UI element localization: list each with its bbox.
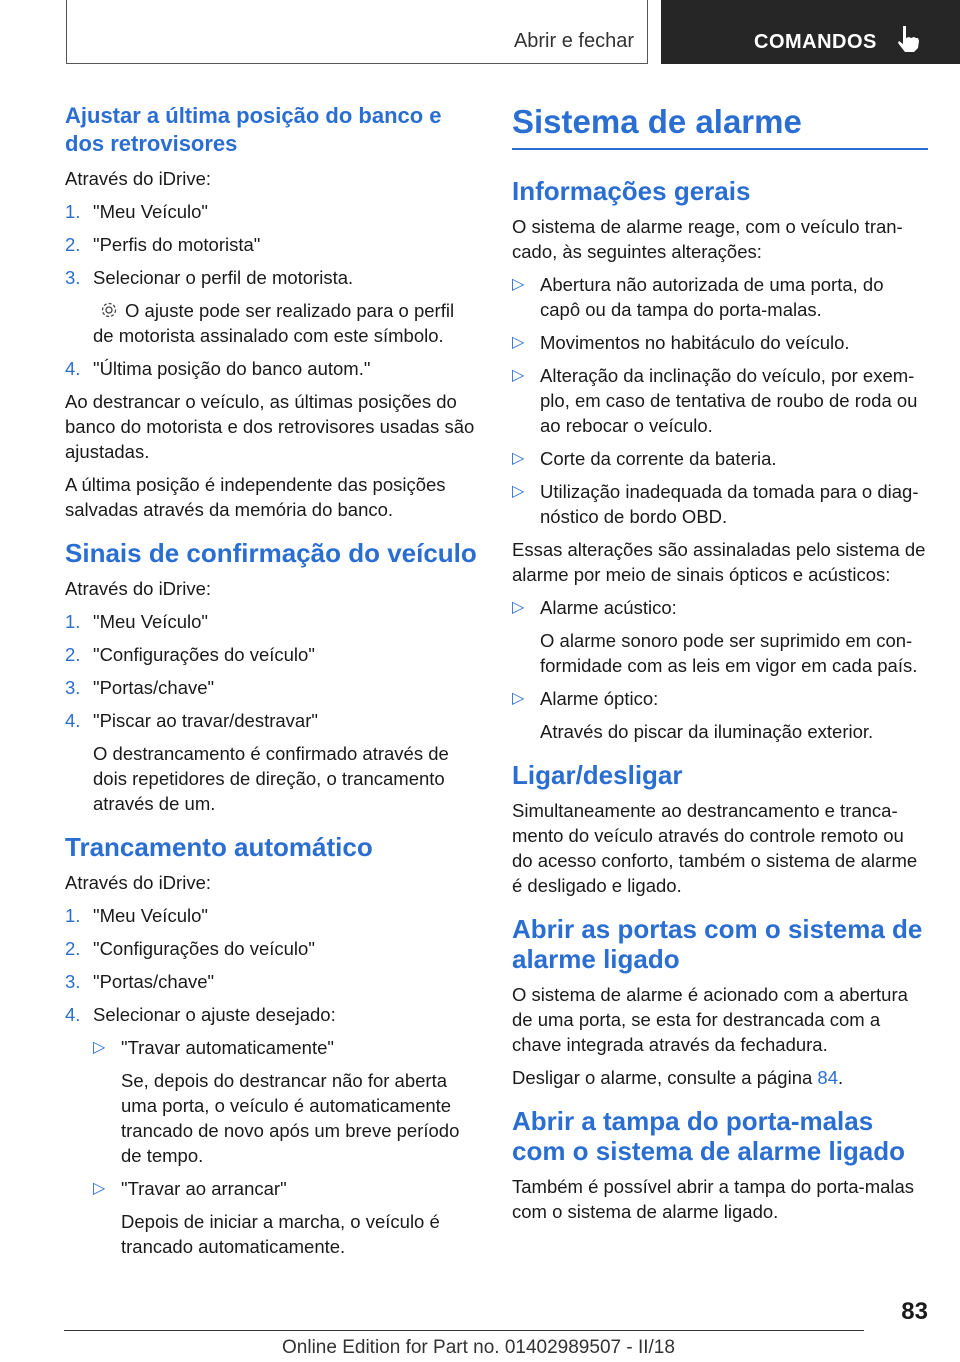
option-detail: Depois de iniciar a marcha, o veículo é trancado automaticamente. xyxy=(121,1211,440,1257)
step-number: 4. xyxy=(65,1004,81,1025)
triangle-bullet-icon: ▷ xyxy=(93,1039,106,1056)
right-column xyxy=(512,102,928,1232)
list-item xyxy=(65,936,477,961)
page-number: 83 xyxy=(901,1298,928,1325)
list-item xyxy=(512,686,928,711)
list-item xyxy=(65,199,477,224)
step-text: "Perfis do motorista" xyxy=(93,234,261,255)
step-text: "Configurações do veículo" xyxy=(93,644,315,665)
list-item xyxy=(65,356,477,381)
option-label: "Travar automaticamente" xyxy=(121,1037,334,1058)
step-text: "Portas/chave" xyxy=(93,677,215,698)
list-item xyxy=(512,446,928,471)
step-number: 1. xyxy=(65,611,81,632)
step-text: "Meu Veículo" xyxy=(93,201,208,222)
step-text: "Portas/chave" xyxy=(93,971,215,992)
step-number: 2. xyxy=(65,644,81,665)
intro-text: O sistema de alarme reage, com o veículo tran-cado, às seguintes alterações: xyxy=(512,216,903,262)
list-item xyxy=(512,330,928,355)
triangle-bullet-icon: ▷ xyxy=(512,367,525,384)
heading-confirmation-signals: Sinais de confirmação do veículo xyxy=(65,538,477,568)
option-item xyxy=(93,1176,477,1201)
option-item xyxy=(93,1035,477,1060)
heading-open-trunk-alarm: Abrir a tampa do porta-malas com o sistema de alarme ligado xyxy=(512,1106,906,1166)
paragraph-with-link xyxy=(512,1065,928,1090)
paragraph: A última posição é independente das posições salvadas através da memória do banco. xyxy=(65,474,446,520)
list-item xyxy=(512,363,928,438)
intro-text: Através do iDrive: xyxy=(65,872,211,893)
step-text: "Piscar ao travar/destravar" xyxy=(93,710,318,731)
option-detail: Se, depois do destrancar não for aberta uma porta, o veículo é automaticamente trancado de novo após um breve período de tempo. xyxy=(121,1070,460,1166)
steps-list xyxy=(65,199,477,381)
paragraph: O sistema de alarme é acionado com a abertura de uma porta, se esta for destrancada com a chave integrada através da fechadura. xyxy=(512,984,908,1055)
list-item xyxy=(65,642,477,667)
intro-text: Através do iDrive: xyxy=(65,168,211,189)
heading-auto-lock: Trancamento automático xyxy=(65,832,373,862)
bullet-text: Utilização inadequada da tomada para o diag-nóstico de bordo OBD. xyxy=(540,481,919,527)
paragraph: Também é possível abrir a tampa do porta-malas com o sistema de alarme ligado. xyxy=(512,1176,915,1222)
list-item xyxy=(65,675,477,700)
gear-icon xyxy=(99,300,119,320)
step-number: 1. xyxy=(65,201,81,222)
chapter-tab[interactable] xyxy=(661,0,960,64)
triangle-bullet-icon: ▷ xyxy=(93,1180,106,1197)
section-title: Abrir e fechar xyxy=(513,30,634,52)
list-item xyxy=(512,479,928,529)
triangle-bullet-icon: ▷ xyxy=(512,690,525,707)
footer-rule xyxy=(64,1330,864,1331)
triangle-bullet-icon: ▷ xyxy=(512,599,525,616)
heading-alarm-system: Sistema de alarme xyxy=(512,103,802,140)
note-text: O ajuste pode ser realizado para o perfil de motorista assinalado com este símbolo. xyxy=(93,300,455,346)
bullet-detail: O alarme sonoro pode ser suprimido em con-formidade com as leis em vigor em cada país. xyxy=(540,630,918,676)
step-number: 2. xyxy=(65,234,81,255)
heading-rule xyxy=(512,148,928,150)
step-number: 3. xyxy=(65,677,81,698)
bullet-text: Alteração da inclinação do veículo, por exem-plo, em caso de tentativa de roubo de roda ou ao rebocar o veículo. xyxy=(540,365,918,436)
bullet-text: Movimentos no habitáculo do veículo. xyxy=(540,332,850,353)
heading-on-off: Ligar/desligar xyxy=(512,760,683,790)
list-item xyxy=(65,969,477,994)
heading-general-info: Informações gerais xyxy=(512,176,751,206)
step-text: Selecionar o ajuste desejado: xyxy=(93,1004,336,1025)
triangle-bullet-icon: ▷ xyxy=(512,276,525,293)
triangle-bullet-icon: ▷ xyxy=(512,450,525,467)
paragraph: Essas alterações são assinaladas pelo sistema de alarme por meio de sinais ópticos e acústicos: xyxy=(512,539,926,585)
bullet-text: Alarme óptico: xyxy=(540,688,659,709)
steps-list xyxy=(65,609,477,816)
step-number: 1. xyxy=(65,905,81,926)
step-number: 4. xyxy=(65,358,81,379)
paragraph: Simultaneamente ao destrancamento e tranca-mento do veículo através do controle remoto ou do acesso conforto, também o sistema de alarme é desligado e ligado. xyxy=(512,800,918,896)
chapter-label: COMANDOS xyxy=(754,31,877,53)
step-number: 3. xyxy=(65,971,81,992)
steps-list xyxy=(65,903,477,1259)
step-detail: O destrancamento é confirmado através de dois repetidores de direção, o trancamento através de um. xyxy=(93,743,449,814)
list-item xyxy=(65,1002,477,1027)
option-label: "Travar ao arrancar" xyxy=(121,1178,287,1199)
heading-open-doors-alarm: Abrir as portas com o sistema de alarme ligado xyxy=(512,914,923,974)
list-item xyxy=(65,232,477,257)
step-number: 3. xyxy=(65,267,81,288)
triangle-bullet-icon: ▷ xyxy=(512,483,525,500)
intro-text: Através do iDrive: xyxy=(65,578,211,599)
list-item xyxy=(65,265,477,290)
heading-last-position: Ajustar a última posição do banco e dos retrovisores xyxy=(65,103,442,156)
step-text: "Última posição do banco autom." xyxy=(93,358,371,379)
list-item xyxy=(512,272,928,322)
list-item xyxy=(512,595,928,620)
triangle-bullet-icon: ▷ xyxy=(512,334,525,351)
link-suffix: . xyxy=(838,1067,844,1088)
step-number: 2. xyxy=(65,938,81,959)
bullet-detail: Através do piscar da iluminação exterior. xyxy=(540,721,874,742)
link-prefix: Desligar o alarme, consulte a página xyxy=(512,1067,818,1088)
bullet-text: Abertura não autorizada de uma porta, do capô ou da tampa do porta-malas. xyxy=(540,274,884,320)
step-number: 4. xyxy=(65,710,81,731)
bullet-text: Alarme acústico: xyxy=(540,597,677,618)
step-text: "Configurações do veículo" xyxy=(93,938,315,959)
list-item xyxy=(65,708,477,733)
step-text: Selecionar o perfil de motorista. xyxy=(93,267,354,288)
bullet-text: Corte da corrente da bateria. xyxy=(540,448,777,469)
hand-pointer-icon xyxy=(895,24,921,54)
step-note xyxy=(65,298,477,348)
paragraph: Ao destrancar o veículo, as últimas posições do banco do motorista e dos retrovisores usadas são ajustadas. xyxy=(65,391,475,462)
option-list xyxy=(65,1035,477,1259)
page-link[interactable]: 84 xyxy=(817,1067,838,1088)
list-item xyxy=(65,609,477,634)
step-text: "Meu Veículo" xyxy=(93,905,208,926)
step-text: "Meu Veículo" xyxy=(93,611,208,632)
list-item xyxy=(65,903,477,928)
footer-edition: Online Edition for Part no. 01402989507 - II/18 xyxy=(282,1337,675,1358)
left-column xyxy=(65,102,477,1267)
